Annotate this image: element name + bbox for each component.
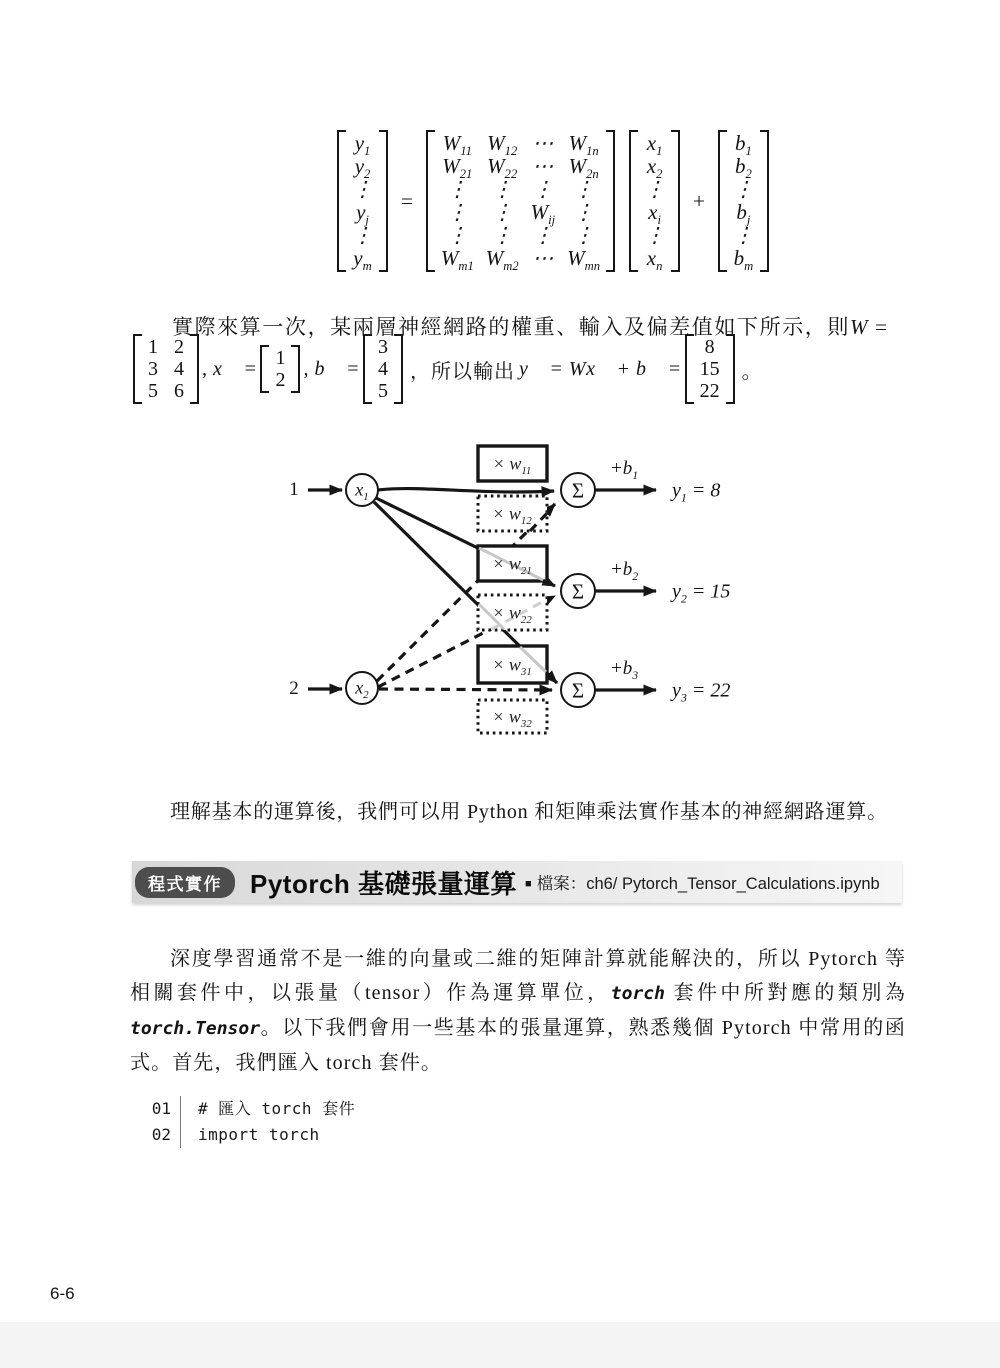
weight-matrix-cells — [435, 130, 606, 272]
bracket-left — [426, 130, 435, 272]
output-label-y3: $y_3 = 22$ — [672, 679, 731, 705]
bracket-left — [133, 334, 142, 404]
inline-matrix-w-cells — [142, 334, 190, 404]
matrix-cell: $x_1$ — [646, 131, 663, 159]
bracket-left — [685, 334, 694, 404]
y-vector-cells — [346, 130, 379, 272]
paragraph-text: 。以下我們會用一些基本的張量運算，熟悉幾個 Pytorch 中常用的函式。首先，我們匯入 torch 套件。 — [130, 1017, 906, 1074]
inline-vector-x — [260, 345, 300, 393]
matrix-cell: ⋮ — [532, 177, 554, 201]
x-vector-cells — [638, 130, 671, 272]
bracket-right — [379, 130, 388, 272]
matrix-cell: ⋮ — [352, 223, 373, 247]
matrix-cell: ⋮ — [644, 223, 666, 247]
square-bullet-icon: ■ — [525, 877, 532, 890]
matrix-cell: ⋮ — [352, 177, 373, 201]
matrix-cell: 2 — [174, 336, 184, 358]
bracket-left — [363, 334, 372, 404]
inline-vector-y-cells — [694, 334, 726, 404]
bias-vector-cells — [727, 130, 760, 272]
neural-network-diagram — [280, 438, 750, 750]
output-intro-text: ，所以輸出 — [410, 360, 515, 383]
weight-label-w21: × $w_{21}$ — [492, 553, 532, 578]
input-value-1: 1 — [289, 479, 299, 500]
output-label-y1: $y_1 = 8$ — [672, 479, 721, 505]
matrix-cell: 15 — [699, 358, 720, 380]
line-x1-sum1 — [378, 489, 554, 492]
matrix-cell: ⋮ — [732, 177, 754, 201]
bracket-right — [726, 334, 735, 404]
matrix-cell: $y_2$ — [354, 154, 371, 182]
matrix-cell: $b_j$ — [736, 200, 751, 228]
output-equation: y⃗ = Wx⃗ + b⃗ = — [519, 357, 682, 380]
matrix-cell: 1 — [148, 336, 158, 358]
sum-symbol-2: Σ — [571, 579, 585, 604]
matrix-cell: $W_{11}$ — [442, 131, 472, 159]
node-label-x1: $x_1$ — [355, 479, 369, 504]
sum-symbol-1: Σ — [571, 478, 585, 503]
matrix-cell: ⋮ — [446, 177, 468, 201]
plus-sign: + — [693, 188, 705, 213]
matrix-cell: ⋮ — [732, 223, 754, 247]
matrix-cell: ⋮ — [644, 177, 666, 201]
matrix-cell: ⋮ — [573, 200, 595, 224]
node-label-x2: $x_2$ — [355, 677, 369, 702]
matrix-cell: $W_{12}$ — [487, 131, 518, 159]
matrix-cell: 3 — [378, 336, 388, 358]
matrix-cell: $W_{m2}$ — [485, 246, 519, 274]
matrix-cell: 4 — [174, 358, 184, 380]
section-file-reference: 檔案：ch6/ Pytorch_Tensor_Calculations.ipynb — [536, 875, 880, 893]
matrix-cell: 8 — [704, 336, 715, 358]
matrix-equation — [334, 130, 772, 272]
weight-label-w11: × $w_{11}$ — [492, 453, 532, 478]
bracket-right — [190, 334, 199, 404]
matrix-cell: ⋮ — [491, 200, 513, 224]
matrix-cell: 6 — [174, 380, 184, 402]
matrix-cell: $W_{22}$ — [487, 154, 518, 182]
bracket-right — [671, 130, 680, 272]
section-header-bar — [132, 861, 902, 903]
matrix-cell: ⋮ — [573, 177, 595, 201]
paragraph-text: 實際來算一次，某兩層神經網路的權重、輸入及偏差值如下所示，則 — [172, 315, 850, 339]
code-line — [143, 1096, 355, 1122]
bracket-left — [260, 345, 269, 393]
matrix-cell: 22 — [699, 380, 720, 402]
bias-label-b3: $+b_3$ — [609, 658, 639, 682]
x-vector — [629, 130, 680, 272]
weight-label-w12: × $w_{12}$ — [492, 503, 532, 528]
y-vector — [337, 130, 388, 272]
code-line — [143, 1122, 355, 1148]
bracket-right — [394, 334, 403, 404]
paragraph-text: 套件中所對應的類別為 — [664, 982, 906, 1004]
page-number: 6-6 — [50, 1284, 75, 1303]
b-vector-lead: , b⃗ = — [303, 357, 360, 380]
code-listing — [143, 1096, 355, 1148]
bracket-left — [337, 130, 346, 272]
paragraph-python-intro: 理解基本的運算後，我們可以用 Python 和矩陣乘法實作基本的神經網路運算。 — [170, 801, 888, 823]
inline-matrix-row — [130, 334, 767, 404]
matrix-cell: ⋮ — [491, 177, 513, 201]
equals-sign: = — [401, 188, 413, 213]
x-vector-lead: , x⃗ = — [202, 357, 258, 380]
weight-label-w31: × $w_{31}$ — [492, 654, 532, 679]
matrix-cell: 2 — [275, 369, 286, 391]
matrix-cell: $y_1$ — [354, 131, 371, 159]
bias-label-b1: $+b_1$ — [609, 458, 639, 482]
sentence-period: 。 — [741, 360, 763, 383]
paragraph-text: 深度學習通常不是一維的向量或二維的矩陣計算就能解決的，所以 Pytorch 等相關套件中，以張量（tensor）作為運算單位， — [130, 948, 906, 1004]
bracket-left — [629, 130, 638, 272]
matrix-cell: ⋮ — [491, 223, 513, 247]
bracket-left — [718, 130, 727, 272]
matrix-cell: 3 — [148, 358, 158, 380]
matrix-cell: $W_{mn}$ — [567, 246, 601, 274]
matrix-cell: ⋮ — [446, 223, 468, 247]
matrix-cell: ⋮ — [532, 223, 554, 247]
matrix-cell: $y_j$ — [356, 200, 369, 228]
sum-symbol-3: Σ — [571, 678, 585, 703]
matrix-cell: $b_1$ — [735, 131, 752, 159]
matrix-cell: $W_{ij}$ — [530, 200, 556, 228]
matrix-cell: $b_2$ — [735, 154, 752, 182]
bracket-right — [291, 345, 300, 393]
matrix-cell: ⋮ — [573, 223, 595, 247]
code-text: # 匯入 torch 套件 — [198, 1099, 356, 1118]
bracket-right — [606, 130, 615, 272]
matrix-cell: ⋯ — [532, 154, 554, 178]
paragraph-tensor-intro — [130, 942, 906, 1080]
line-x2-sum3 — [379, 689, 552, 690]
line-number: 01 — [143, 1096, 181, 1122]
matrix-cell: $y_m$ — [353, 246, 372, 274]
matrix-cell: 5 — [378, 380, 388, 402]
weight-label-w22: × $w_{22}$ — [492, 602, 532, 627]
matrix-cell: ⋯ — [532, 131, 554, 155]
w-equals: W = — [850, 315, 889, 339]
line-number: 02 — [143, 1122, 181, 1148]
matrix-cell: $W_{2n}$ — [568, 154, 599, 182]
footer-bar — [0, 1322, 1000, 1368]
matrix-cell: ⋮ — [446, 200, 468, 224]
weight-label-w32: × $w_{32}$ — [492, 706, 532, 731]
bracket-right — [760, 130, 769, 272]
inline-matrix-w — [133, 334, 199, 404]
input-value-2: 2 — [289, 678, 299, 699]
inline-vector-b-cells — [372, 334, 394, 404]
code-text: import torch — [198, 1125, 320, 1144]
bias-vector — [718, 130, 769, 272]
inline-code-torch-tensor: torch.Tensor — [130, 1018, 261, 1039]
inline-vector-y — [685, 334, 735, 404]
inline-vector-x-cells — [269, 345, 291, 393]
section-badge: 程式實作 — [135, 867, 235, 898]
matrix-cell: 1 — [275, 347, 286, 369]
matrix-cell: 5 — [148, 380, 158, 402]
matrix-cell: $W_{m1}$ — [440, 246, 474, 274]
inline-code-torch: torch — [610, 983, 665, 1004]
matrix-cell: $x_n$ — [646, 246, 663, 274]
matrix-cell: $b_m$ — [733, 246, 754, 274]
section-title: Pytorch 基礎張量運算 — [250, 868, 518, 899]
matrix-cell: $x_2$ — [646, 154, 663, 182]
output-label-y2: $y_2 = 15$ — [672, 580, 731, 606]
matrix-cell: $W_{1n}$ — [568, 131, 599, 159]
weight-matrix — [426, 130, 615, 272]
inline-vector-b — [363, 334, 403, 404]
matrix-cell: 4 — [378, 358, 388, 380]
matrix-cell: $W_{21}$ — [442, 154, 473, 182]
matrix-cell: $x_i$ — [648, 200, 661, 228]
bias-label-b2: $+b_2$ — [609, 559, 639, 583]
matrix-cell: ⋯ — [532, 246, 554, 270]
